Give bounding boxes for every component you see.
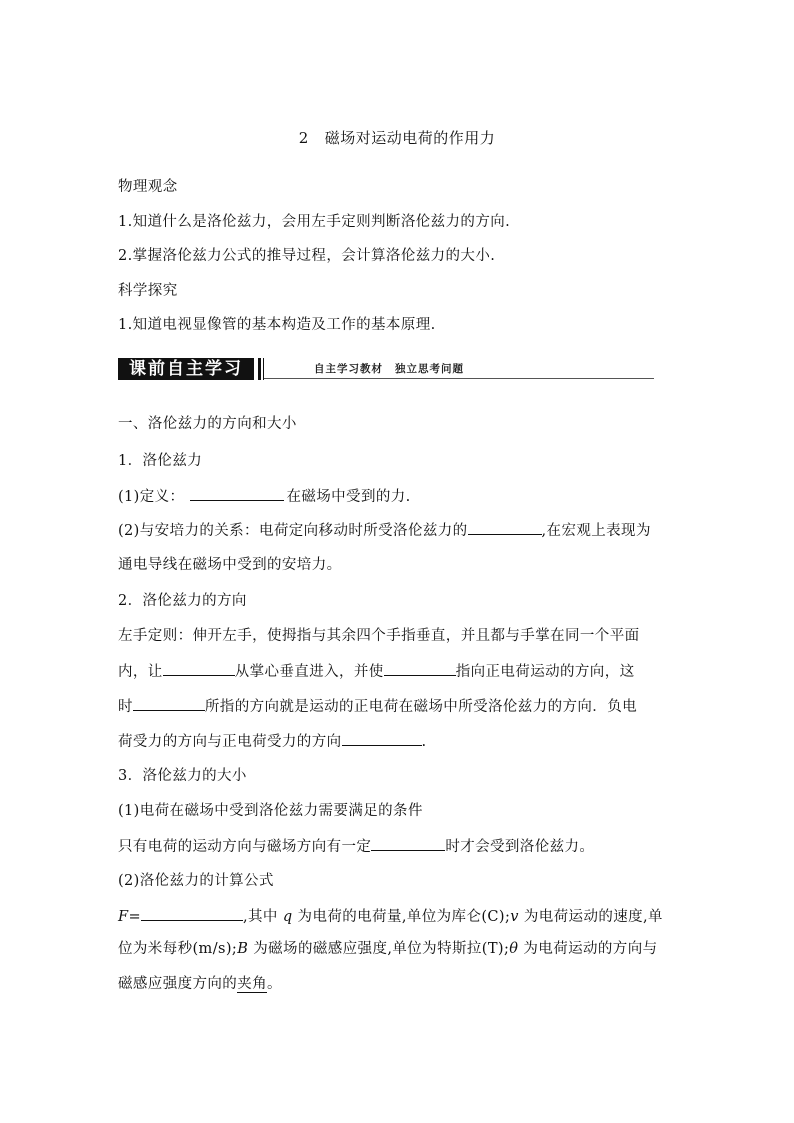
left-hand-rule-line-2 — [118, 661, 635, 682]
concept-goal-1: 1.知道什么是洛伦兹力，会用左手定则判断洛伦兹力的方向. — [118, 214, 511, 230]
banner-rule — [264, 378, 654, 379]
subsection-1-heading: 1．洛伦兹力 — [118, 453, 203, 469]
blank-relation[interactable] — [468, 520, 542, 535]
blank-opposite[interactable] — [342, 731, 422, 746]
relation-suffix: ,在宏观上表现为 — [541, 523, 651, 539]
formula-line-1 — [118, 906, 663, 927]
formula-text-c: 为电荷运动的速度,单 — [518, 909, 663, 925]
lh-l2-text-b: 从掌心垂直进入，并使 — [234, 664, 384, 680]
condition-line — [118, 836, 594, 857]
definition-prefix: (1)定义： — [118, 489, 185, 505]
page-title — [0, 127, 794, 148]
banner-divider-thin — [263, 358, 264, 380]
blank-fingers[interactable] — [384, 661, 456, 676]
symbol-q: q — [282, 909, 293, 925]
formula3-text-b: 。 — [267, 976, 282, 992]
subsection-3-heading: 3．洛伦兹力的大小 — [118, 768, 247, 784]
formula-line-3 — [118, 974, 282, 994]
left-hand-rule-line-1: 左手定则：伸开左手，使拇指与其余四个手指垂直，并且都与手掌在同一个平面 — [118, 628, 640, 644]
relation-line — [118, 520, 651, 541]
lh-l3-text-a: 时 — [118, 699, 133, 715]
formula-lhs: F= — [118, 909, 142, 925]
lh-l4-text-a: 荷受力的方向与正电荷受力的方向 — [118, 734, 342, 750]
lh-l2-text-c: 指向正电荷运动的方向，这 — [455, 664, 635, 680]
relation-line-2: 通电导线在磁场中受到的安培力。 — [118, 557, 342, 573]
blank-angle[interactable] — [371, 836, 445, 851]
formula3-underlined: 夹角 — [237, 976, 268, 992]
section-heading: 一、洛伦兹力的方向和大小 — [118, 416, 297, 432]
formula-text-a: ,其中 — [243, 909, 283, 925]
symbol-theta: θ — [509, 941, 519, 957]
concept-heading: 物理观念 — [118, 179, 178, 195]
blank-formula[interactable] — [141, 906, 243, 921]
condition-text-a: 只有电荷的运动方向与磁场方向有一定 — [118, 839, 372, 855]
definition-line — [118, 486, 411, 507]
banner-subtitle — [314, 361, 476, 376]
formula2-text-b: 为磁场的磁感应强度,单位为特斯拉(T); — [248, 941, 510, 957]
blank-thumb[interactable] — [133, 696, 205, 711]
inquiry-goal-1: 1.知道电视显像管的基本构造及工作的基本原理. — [118, 317, 436, 333]
concept-goal-2: 2.掌握洛伦兹力公式的推导过程，会计算洛伦兹力的大小. — [118, 248, 496, 264]
formula2-text-c: 为电荷运动的方向与 — [518, 941, 658, 957]
section-number: 2 — [298, 129, 309, 147]
blank-field-enters[interactable] — [163, 661, 235, 676]
banner-sub-1: 自主学习教材 — [314, 363, 383, 375]
formula2-text-a: 位为米每秒(m/s); — [118, 941, 238, 957]
formula-text-b: 为电荷的电荷量,单位为库仑(C); — [292, 909, 511, 925]
banner-tag: 课前自主学习 — [118, 358, 254, 380]
banner-sub-2: 独立思考问题 — [395, 363, 464, 375]
formula-heading: (2)洛伦兹力的计算公式 — [118, 873, 274, 889]
lh-l4-text-b: . — [421, 734, 427, 750]
left-hand-rule-line-4 — [118, 731, 427, 752]
symbol-v: v — [510, 909, 519, 925]
symbol-b: B — [237, 941, 249, 957]
banner-divider — [258, 358, 261, 380]
condition-text-b: 时才会受到洛伦兹力。 — [445, 839, 595, 855]
subsection-2-heading: 2．洛伦兹力的方向 — [118, 593, 247, 609]
title-text: 磁场对运动电荷的作用力 — [324, 129, 496, 147]
relation-prefix: (2)与安培力的关系：电荷定向移动时所受洛伦兹力的 — [118, 523, 468, 539]
lh-l3-text-b: 所指的方向就是运动的正电荷在磁场中所受洛伦兹力的方向．负电 — [204, 699, 638, 715]
formula-line-2 — [118, 939, 658, 959]
section-banner — [118, 358, 654, 380]
definition-suffix: 在磁场中受到的力. — [286, 489, 411, 505]
lh-l2-text-a: 内，让 — [118, 664, 163, 680]
inquiry-heading: 科学探究 — [118, 283, 178, 299]
left-hand-rule-line-3 — [118, 696, 637, 717]
blank-definition[interactable] — [190, 486, 284, 501]
condition-heading: (1)电荷在磁场中受到洛伦兹力需要满足的条件 — [118, 803, 423, 819]
formula3-text-a: 磁感应强度方向的 — [118, 976, 238, 992]
